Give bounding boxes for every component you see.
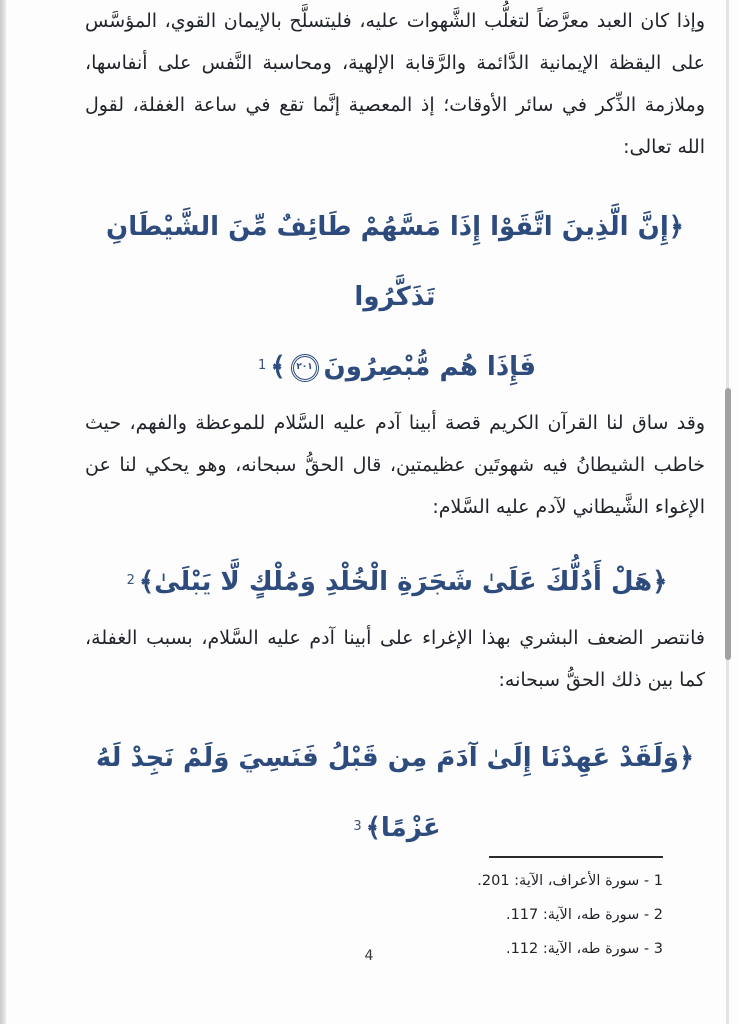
- footnote-item-3: 3 - سورة طه، الآية: 112.: [505, 941, 663, 957]
- verse-closing-bracket: ﴾: [270, 352, 286, 382]
- footnote-ref-2: 2: [126, 573, 135, 588]
- page-number: 4: [364, 948, 374, 964]
- ayah-number: ٢٠١: [296, 362, 313, 372]
- footnote-ref-3: 3: [353, 819, 362, 834]
- paragraph-adam-story: وقد ساق لنا القرآن الكريم قصة أبينا آدم عليه السَّلام للموعظة والفهم، حيث خاطب الشيطانُ فيه شهوتَين عظيمتين، قال الحقُّ سبحانه، وهو يحكي لنا عن الإغواء الشَّيطاني لآدم عليه السَّلام:: [85, 412, 705, 518]
- verse-line-2: [85, 332, 705, 402]
- paragraph-intro: وإذا كان العبد معرَّضاً لتغلُّب الشَّهوات عليه، فليتسلَّح بالإيمان القوي، المؤسَّس على اليقظة الإيمانية الدَّائمة والرَّقابة الإلهية، ومحاسبة النَّفس على أنفاسها، وملازمة الذِّكر في سائر الأوقات؛ إذ المعصية إنَّما تقع في ساعة الغفلة، لقول الله تعالى:: [85, 10, 705, 158]
- quran-verse-taha-covenant: [85, 723, 705, 863]
- verse-text: فَإِذَا هُم مُّبْصِرُونَ: [323, 352, 536, 382]
- quran-verse-taha-temptation: [85, 547, 705, 617]
- footnote-item-2: 2 - سورة طه، الآية: 117.: [505, 907, 663, 923]
- footnote-divider: [489, 856, 663, 858]
- verse-line-1: ﴿إِنَّ الَّذِينَ اتَّقَوْا إِذَا مَسَّهُمْ طَائِفٌ مِّنَ الشَّيْطَانِ تَذَكَّرُوا: [106, 212, 684, 312]
- paragraph-human-weakness: فانتصر الضعف البشري بهذا الإغراء على أبينا آدم عليه السَّلام، بسبب الغفلة، كما بين ذلك الحقُّ سبحانه:: [85, 627, 705, 691]
- footnote-item-1: 1 - سورة الأعراف، الآية: 201.: [477, 873, 663, 889]
- ayah-number-badge: [291, 354, 319, 382]
- verse-text: ﴿وَلَقَدْ عَهِدْنَا إِلَىٰ آدَمَ مِن قَبْلُ فَنَسِيَ وَلَمْ نَجِدْ لَهُ عَزْمًا﴾: [95, 743, 695, 843]
- quran-verse-araf-201: [85, 192, 705, 402]
- footnote-ref-1: 1: [258, 358, 267, 373]
- verse-text: ﴿هَلْ أَدُلُّكَ عَلَىٰ شَجَرَةِ الْخُلْدِ وَمُلْكٍ لَّا يَبْلَىٰ﴾: [138, 567, 668, 597]
